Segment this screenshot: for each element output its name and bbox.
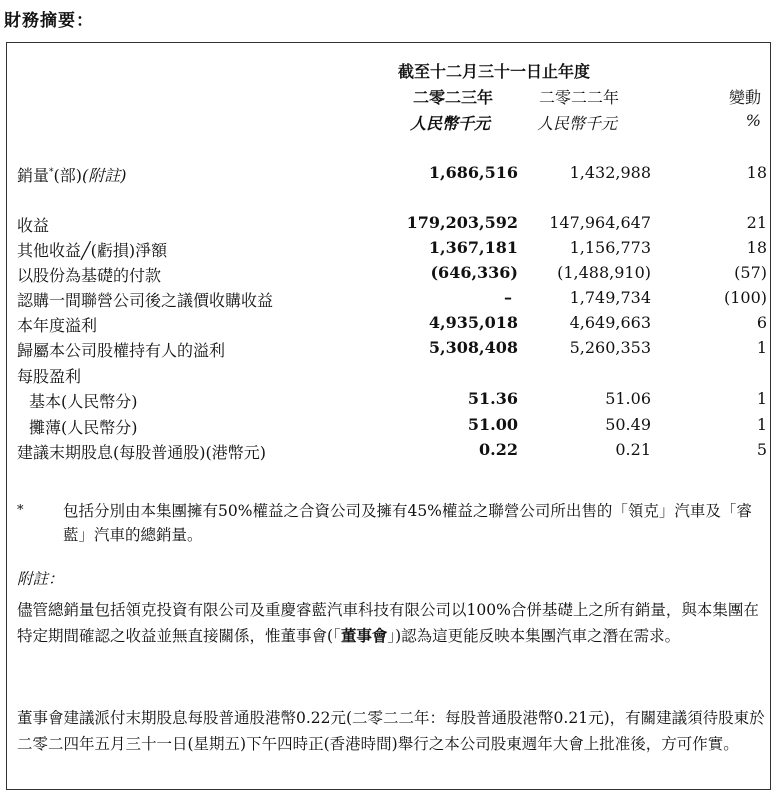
- value-2022: (1,488,910): [557, 263, 651, 282]
- value-2022: 4,649,663: [569, 313, 651, 332]
- period-header: 截至十二月三十一日止年度: [398, 62, 591, 81]
- value-2022: 1,749,734: [569, 288, 651, 307]
- table-row: [17, 213, 767, 237]
- table-row: [17, 313, 767, 337]
- row-label: 認購一間聯營公司後之議價收購收益: [17, 291, 274, 310]
- col-2023-year: 二零二三年: [413, 88, 494, 107]
- value-2023: 179,203,592: [406, 213, 518, 232]
- note-paragraph-2: 董事會建議派付末期股息每股普通股港幣0.22元(二零二二年：每股普通股港幣0.21元)，有關建議須待股東於二零二四年五月三十一日(星期五)下午四時正(香港時間)舉行之本公司股東週年大會上批准後，方可作實。: [17, 709, 765, 753]
- row-label: 其他收益╱(虧損)淨額: [17, 241, 168, 260]
- footnote-marker: *: [17, 503, 24, 518]
- value-2023: 51.00: [467, 415, 518, 434]
- table-row: [17, 415, 767, 439]
- value-2023: 4,935,018: [428, 313, 518, 332]
- value-2023: 0.22: [479, 440, 518, 459]
- col-change-unit: %: [745, 111, 761, 130]
- value-2022: 147,964,647: [549, 213, 651, 232]
- table-row: [17, 389, 767, 413]
- col-2022-unit: 人民幣千元: [537, 114, 618, 133]
- table-row: [17, 364, 767, 388]
- value-change: 18: [746, 238, 767, 257]
- row-label: 以股份為基礎的付款: [17, 266, 162, 285]
- row-label: 基本(人民幣分): [29, 392, 138, 411]
- value-change: 6: [756, 313, 767, 332]
- value-2023: –: [504, 288, 512, 307]
- value-change: 5: [756, 440, 767, 459]
- financial-summary-box: [6, 42, 771, 790]
- row-label: 收益: [17, 216, 50, 235]
- col-change-label: 變動: [728, 88, 761, 107]
- value-2023: 5,308,408: [428, 338, 518, 357]
- page-title: 財務摘要：: [4, 11, 94, 31]
- value-2022: 1,432,988: [569, 163, 651, 182]
- row-label: 本年度溢利: [17, 316, 98, 335]
- value-2023: 1,367,181: [428, 238, 518, 257]
- table-row: [17, 288, 767, 312]
- value-change: 1: [756, 338, 767, 357]
- value-change: (100): [723, 288, 767, 307]
- table-row-sales: [17, 163, 767, 187]
- row-label: 銷量*(部)(附註): [17, 166, 127, 185]
- table-row: [17, 238, 767, 262]
- value-change: 1: [756, 389, 767, 408]
- value-2022: 51.06: [605, 389, 651, 408]
- table-row: [17, 440, 767, 464]
- value-change: 21: [746, 213, 767, 232]
- value-change: (57): [734, 263, 767, 282]
- row-label: 攤薄(人民幣分): [29, 418, 138, 437]
- col-2022-year: 二零二二年: [539, 88, 620, 107]
- value-change: 18: [746, 163, 767, 182]
- value-2023: 1,686,516: [428, 163, 518, 182]
- footnote-text: 包括分別由本集團擁有50%權益之合資公司及擁有45%權益之聯營公司所出售的「領克」汽車及「睿藍」汽車的總銷量。: [63, 502, 752, 544]
- value-change: 1: [756, 415, 767, 434]
- table-row: [17, 338, 767, 362]
- value-2022: 0.21: [615, 440, 651, 459]
- row-label: 歸屬本公司股權持有人的溢利: [17, 341, 226, 360]
- table-row: [17, 263, 767, 287]
- value-2022: 5,260,353: [569, 338, 651, 357]
- note-paragraph-1: 儘管總銷量包括領克投資有限公司及重慶睿藍汽車科技有限公司以100%合併基礎上之所有銷量，與本集團在特定期間確認之收益並無直接關係，惟董事會(「董事會」)認為這更能反映本集團汽車之潛在需求。: [17, 601, 759, 645]
- value-2023: (646,336): [430, 263, 518, 282]
- row-label: 建議末期股息(每股普通股)(港幣元): [17, 443, 266, 462]
- value-2023: 51.36: [467, 389, 518, 408]
- row-label: 每股盈利: [17, 367, 82, 386]
- value-2022: 1,156,773: [569, 238, 651, 257]
- value-2022: 50.49: [605, 415, 651, 434]
- note-title: 附註：: [17, 570, 64, 588]
- col-2023-unit: 人民幣千元: [410, 114, 491, 133]
